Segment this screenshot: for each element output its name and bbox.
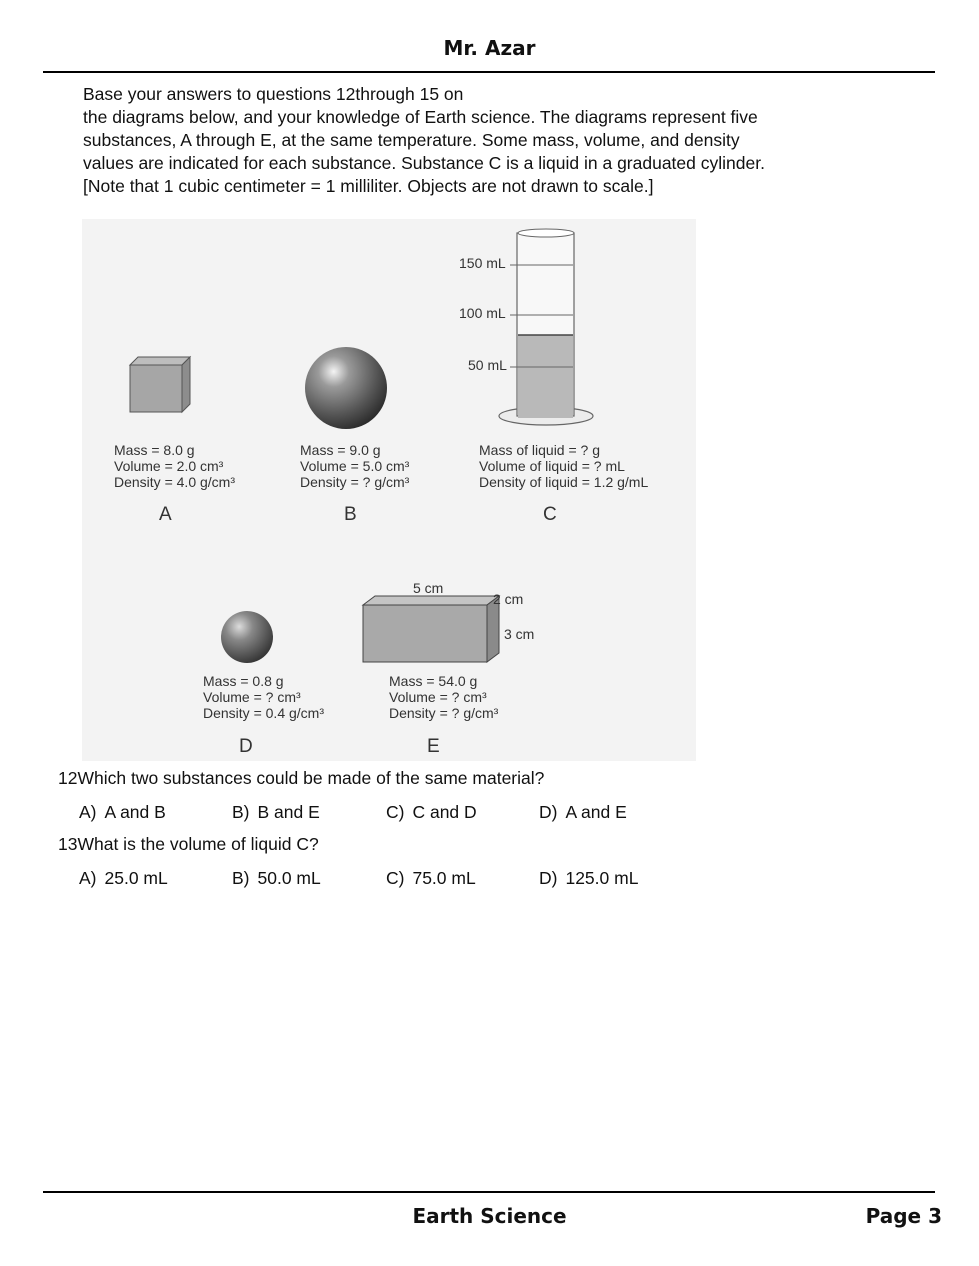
q13-choice-c[interactable] (386, 868, 476, 889)
substance-d-density: Density = 0.4 g/cm³ (203, 705, 324, 721)
choice-letter: B) (232, 802, 250, 822)
choice-text: 75.0 mL (412, 868, 476, 888)
substance-e-volume: Volume = ? cm³ (389, 689, 487, 705)
cylinder-mark-50: 50 mL (468, 357, 507, 373)
box-height-label: 3 cm (504, 626, 535, 642)
choice-text: 25.0 mL (104, 868, 168, 888)
substance-d-mass: Mass = 0.8 g (203, 673, 284, 689)
substance-b-density: Density = ? g/cm³ (300, 474, 410, 490)
box-length-label: 5 cm (413, 580, 444, 596)
question-number: 13 (58, 834, 78, 854)
question-number: 12 (58, 768, 78, 788)
choice-letter: C) (386, 802, 405, 822)
substance-e-density: Density = ? g/cm³ (389, 705, 499, 721)
intro-line: [Note that 1 cubic centimeter = 1 milliliter. Objects are not drawn to scale.] (83, 176, 654, 196)
substance-d-volume: Volume = ? cm³ (203, 689, 301, 705)
q12-choice-d[interactable] (539, 802, 627, 823)
choice-letter: C) (386, 868, 405, 888)
question-text: Which two substances could be made of the same material? (77, 768, 545, 788)
choice-letter: A) (79, 802, 97, 822)
substance-a-density: Density = 4.0 g/cm³ (114, 474, 235, 490)
substance-c-volume: Volume of liquid = ? mL (479, 458, 625, 474)
substance-a-volume: Volume = 2.0 cm³ (114, 458, 224, 474)
choice-text: C and D (412, 802, 477, 822)
box-e-shape (363, 596, 499, 662)
substance-e-mass: Mass = 54.0 g (389, 673, 478, 689)
footer-subject: Earth Science (412, 1204, 567, 1228)
substance-c-density: Density of liquid = 1.2 g/mL (479, 474, 649, 490)
choice-letter: A) (79, 868, 97, 888)
q12-choice-b[interactable] (232, 802, 320, 823)
footer-divider (43, 1191, 935, 1193)
choice-text: 50.0 mL (257, 868, 321, 888)
sphere-b-shape (305, 347, 387, 429)
substance-b-mass: Mass = 9.0 g (300, 442, 381, 458)
question-13 (58, 834, 319, 855)
choice-text: B and E (257, 802, 320, 822)
substance-e-letter: E (427, 736, 440, 757)
substance-a-mass: Mass = 8.0 g (114, 442, 195, 458)
substance-a-letter: A (159, 504, 172, 525)
q13-choice-d[interactable] (539, 868, 638, 889)
question-12 (58, 768, 544, 789)
cylinder-mark-100: 100 mL (459, 305, 506, 321)
cube-a-shape (130, 357, 190, 412)
choice-text: 125.0 mL (565, 868, 639, 888)
intro-paragraph (83, 83, 883, 198)
intro-line: the diagrams below, and your knowledge of Earth science. The diagrams represent five (83, 107, 758, 127)
q12-choice-a[interactable] (79, 802, 166, 823)
sphere-d-shape (221, 611, 273, 663)
page-header-title: Mr. Azar (443, 36, 536, 60)
substance-b-volume: Volume = 5.0 cm³ (300, 458, 410, 474)
substances-diagram (82, 219, 696, 761)
choice-letter: D) (539, 802, 558, 822)
question-text: What is the volume of liquid C? (77, 834, 319, 854)
choice-text: A and B (104, 802, 166, 822)
graduated-cylinder-shape (499, 229, 593, 425)
choice-text: A and E (565, 802, 627, 822)
footer-page-number: Page 3 (865, 1204, 942, 1228)
substance-b-letter: B (344, 504, 357, 525)
intro-line: values are indicated for each substance. Substance C is a liquid in a graduated cylinder. (83, 153, 765, 173)
substance-c-letter: C (543, 504, 557, 525)
header-divider (43, 71, 935, 73)
intro-line: substances, A through E, at the same temperature. Some mass, volume, and density (83, 130, 740, 150)
q13-choice-a[interactable] (79, 868, 168, 889)
q13-choice-b[interactable] (232, 868, 321, 889)
choice-letter: B) (232, 868, 250, 888)
choice-letter: D) (539, 868, 558, 888)
q12-choice-c[interactable] (386, 802, 477, 823)
intro-line: Base your answers to questions 12through 15 on (83, 84, 464, 104)
box-depth-label: 2 cm (493, 591, 524, 607)
substance-d-letter: D (239, 736, 253, 757)
substance-c-mass: Mass of liquid = ? g (479, 442, 601, 458)
cylinder-mark-150: 150 mL (459, 255, 506, 271)
substances-diagram-svg (82, 219, 696, 761)
